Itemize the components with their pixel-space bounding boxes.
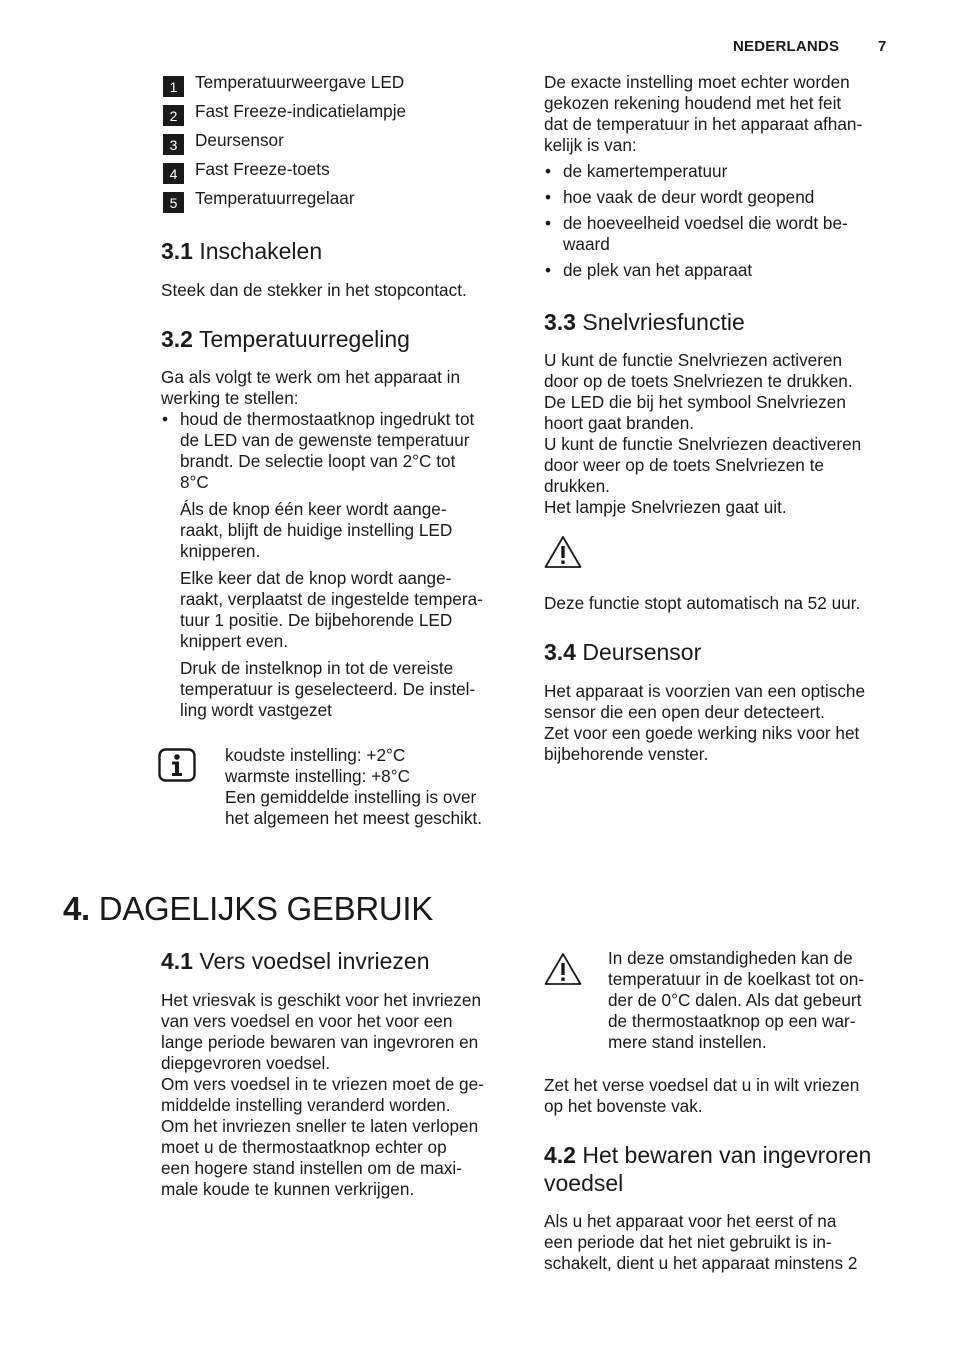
warning-text: Deze functie stopt automatisch na 52 uur. xyxy=(544,593,861,613)
legend-item xyxy=(163,101,513,130)
info-icon xyxy=(158,748,196,782)
legend-label: Temperatuurregelaar xyxy=(195,188,355,208)
section-4-2-body: Als u het apparaat voor het eerst of na een periode dat het niet gebruikt is in- schakelt, dient u het apparaat minstens 2 xyxy=(544,1211,858,1273)
control-panel-legend xyxy=(163,72,513,217)
section-heading-4-2: 4.2 Het bewaren van ingevroren voedsel xyxy=(544,1142,872,1196)
legend-number: 2 xyxy=(163,105,184,126)
section-3-3-body: U kunt de functie Snelvriezen activeren door op de toets Snelvriezen te drukken. De LED die bij het symbool Snelvriezen hoort gaat branden. U kunt de functie Snelvriezen deactiveren door weer op de toets Snelvriezen te drukken. Het lampje Snelvriezen gaat uit. xyxy=(544,350,862,517)
legend-label: Deursensor xyxy=(195,130,284,150)
list-item: • hoe vaak de deur wordt geopend xyxy=(544,187,896,208)
legend-label: Fast Freeze-toets xyxy=(195,159,330,179)
section-heading-3-1: 3.1 Inschakelen xyxy=(161,238,323,264)
warning-note: In deze omstandigheden kan de temperatuur in de koelkast tot on- der de 0°C dalen. Als dat gebeurt de thermostaatknop op een war- mere stand instellen. xyxy=(608,948,865,1052)
legend-number: 5 xyxy=(163,192,184,213)
legend-number: 4 xyxy=(163,163,184,184)
section-3-4-body: Het apparaat is voorzien van een optische sensor die een open deur detecteert. Zet voor een goede werking niks voor het bijbehorende venster. xyxy=(544,681,866,764)
section-heading-3-3: 3.3 Snelvriesfunctie xyxy=(544,309,745,335)
legend-item xyxy=(163,188,513,217)
legend-label: Temperatuurweergave LED xyxy=(195,72,405,92)
legend-item xyxy=(163,159,513,188)
section-heading-3-2: 3.2 Temperatuurregeling xyxy=(161,326,410,352)
legend-number: 1 xyxy=(163,76,184,97)
info-note: koudste instelling: +2°C warmste instelling: +8°C Een gemiddelde instelling is over het algemeen het meest geschikt. xyxy=(225,745,483,828)
section-heading-4-1: 4.1 Vers voedsel invriezen xyxy=(161,948,430,974)
legend-item xyxy=(163,72,513,101)
intro-text: De exacte instelling moet echter worden gekozen rekening houdend met het feit dat de temperatuur in het apparaat afhan- kelijk is van: xyxy=(544,72,863,155)
warning-icon xyxy=(544,535,582,569)
paragraph: Zet het verse voedsel dat u in wilt vriezen op het bovenste vak. xyxy=(544,1075,860,1116)
paragraph: Druk de instelknop in tot de vereiste temperatuur is geselecteerd. De instel- ling wordt vastgezet xyxy=(180,658,476,720)
list-item: • de hoeveelheid voedsel die wordt be- waard xyxy=(544,213,896,255)
legend-item xyxy=(163,130,513,159)
list-item: • de kamertemperatuur xyxy=(544,161,896,182)
dependency-section xyxy=(544,72,896,281)
list-item: • de plek van het apparaat xyxy=(544,260,896,281)
section-4-1-body: Het vriesvak is geschikt voor het invriezen van vers voedsel en voor het voor een lange periode bewaren van ingevroren en diepgevroren voedsel. Om vers voedsel in te vriezen moet de ge- middelde instelling veranderd worden. Om het invriezen sneller te laten verlopen moet u de thermostaatknop echter op een hogere stand instellen om de maxi- male koude te kunnen verkrijgen. xyxy=(161,990,484,1199)
section-3-2-body xyxy=(161,367,513,721)
list-item: • houd de thermostaatknop ingedrukt tot de LED van de gewenste temperatuur brandt. De selectie loopt van 2°C tot 8°C xyxy=(161,409,513,493)
intro-text: Ga als volgt te werk om het apparaat in werking te stellen: xyxy=(161,367,461,408)
legend-label: Fast Freeze-indicatielampje xyxy=(195,101,407,121)
paragraph: Áls de knop één keer wordt aange- raakt, blijft de huidige instelling LED knipperen. xyxy=(180,499,453,561)
paragraph: Elke keer dat de knop wordt aange- raakt, verplaatst de ingestelde tempera- tuur 1 positie. De bijbehorende LED knippert even. xyxy=(180,568,483,651)
section-heading-3-4: 3.4 Deursensor xyxy=(544,639,702,665)
chapter-heading: 4. DAGELIJKS GEBRUIK xyxy=(63,890,433,927)
warning-icon xyxy=(544,952,582,986)
page-number: 7 xyxy=(878,38,887,55)
header-language: NEDERLANDS xyxy=(733,38,840,55)
section-body: Steek dan de stekker in het stopcontact. xyxy=(161,280,467,300)
legend-number: 3 xyxy=(163,134,184,155)
